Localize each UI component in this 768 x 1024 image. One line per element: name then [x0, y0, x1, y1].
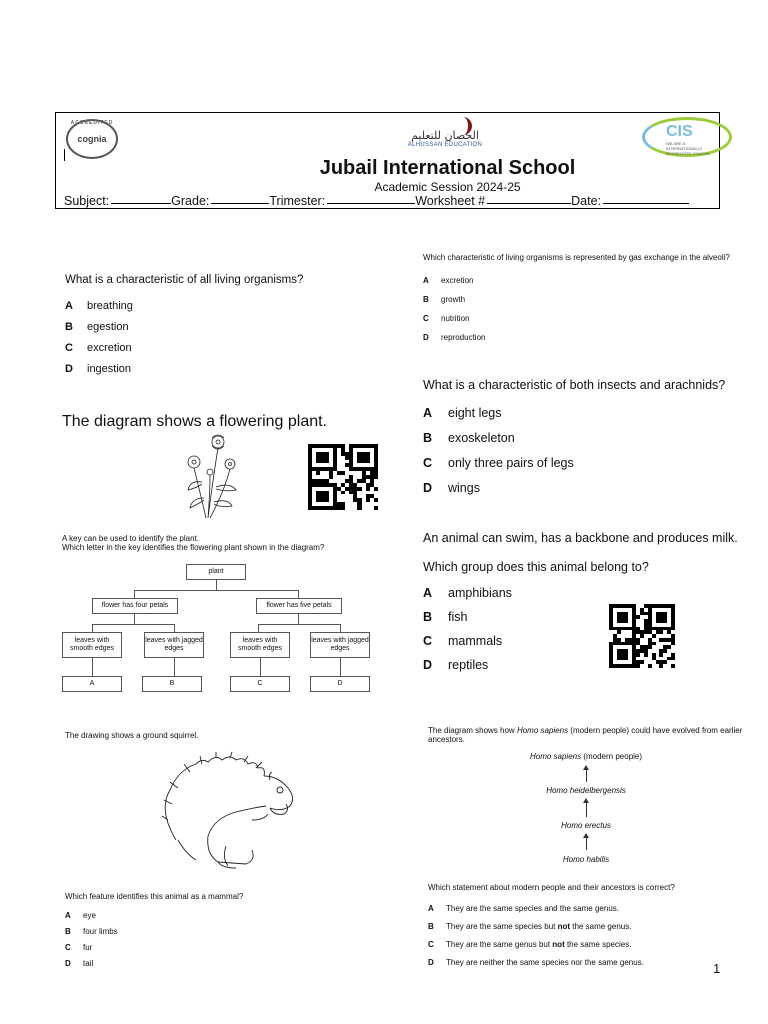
trimester-field[interactable]: [327, 194, 415, 204]
option-c[interactable]: C They are the same genus but not the same species.: [428, 940, 632, 949]
key-answer-c[interactable]: C: [230, 676, 290, 692]
option-b[interactable]: B They are the same species but not the same genus.: [428, 922, 632, 931]
question-stem-2: Which group does this animal belong to?: [423, 560, 649, 574]
trimester-label: Trimester:: [269, 194, 326, 208]
evo-homo-sapiens: Homo sapiens (modern people): [529, 752, 643, 761]
option-a[interactable]: A eye: [65, 911, 96, 920]
option-b[interactable]: B growth: [423, 295, 466, 304]
question-7-intro: The diagram shows how Homo sapiens (modern people) could have evolved from earlier ancestors.: [428, 726, 743, 744]
option-b[interactable]: B egestion: [65, 321, 129, 333]
school-name: Jubail International School: [319, 157, 576, 179]
option-b[interactable]: B four limbs: [65, 927, 118, 936]
flowering-plant-drawing: [180, 432, 250, 522]
option-c[interactable]: C fur: [65, 943, 93, 952]
option-d[interactable]: D reproduction: [423, 333, 486, 342]
option-a[interactable]: A breathing: [65, 300, 133, 312]
option-d[interactable]: D reptiles: [423, 658, 489, 672]
page-number: 1: [713, 961, 721, 976]
option-d[interactable]: D wings: [423, 481, 480, 495]
date-label: Date:: [571, 194, 602, 208]
key-root: plant: [186, 564, 246, 580]
key-jagged-1: leaves with jagged edges: [144, 632, 204, 658]
option-c[interactable]: C mammals: [423, 634, 503, 648]
option-d[interactable]: D ingestion: [65, 363, 132, 375]
key-answer-d[interactable]: D: [310, 676, 370, 692]
question-stem-1: An animal can swim, has a backbone and produces milk.: [423, 531, 738, 545]
question-5: [423, 531, 763, 682]
option-b[interactable]: B exoskeleton: [423, 431, 515, 445]
option-b[interactable]: B fish: [423, 610, 468, 624]
key-smooth-1: leaves with smooth edges: [62, 632, 122, 658]
subject-field[interactable]: [111, 194, 171, 204]
question-stem: What is a characteristic of both insects and arachnids?: [423, 378, 726, 392]
date-field[interactable]: [603, 194, 689, 204]
key-four-petals: flower has four petals: [92, 598, 178, 614]
option-c[interactable]: C only three pairs of legs: [423, 456, 574, 470]
question-1: [65, 274, 385, 384]
evo-homo-erectus: Homo erectus: [561, 821, 611, 830]
grade-label: Grade:: [171, 194, 210, 208]
key-five-petals: flower has five petals: [256, 598, 342, 614]
question-stem: Which statement about modern people and their ancestors is correct?: [428, 883, 675, 892]
option-c[interactable]: C nutrition: [423, 314, 470, 323]
option-a[interactable]: A eight legs: [423, 406, 502, 420]
qr-code-2[interactable]: [609, 604, 675, 668]
key-smooth-2: leaves with smooth edges: [230, 632, 290, 658]
key-answer-a[interactable]: A: [62, 676, 122, 692]
option-d[interactable]: D They are neither the same species nor the same genus.: [428, 958, 644, 967]
question-3-stem: A key can be used to identify the plant. Which letter in the key identifies the flowering plant shown in the diagram?: [62, 534, 325, 552]
worksheet-field[interactable]: [487, 194, 571, 204]
key-jagged-2: leaves with jagged edges: [310, 632, 370, 658]
evo-homo-heidelbergensis: Homo heidelbergensis: [546, 786, 626, 795]
worksheet-label: Worksheet #: [415, 194, 486, 208]
question-2: [423, 253, 763, 352]
worksheet-header: [55, 112, 720, 209]
question-stem: What is a characteristic of all living organisms?: [65, 274, 304, 286]
question-4: [423, 378, 763, 506]
question-3-intro: The diagram shows a flowering plant.: [62, 413, 328, 430]
option-d[interactable]: D tail: [65, 959, 94, 968]
qr-code-1[interactable]: [308, 444, 378, 510]
grade-field[interactable]: [211, 194, 269, 204]
cis-logo: CIS WE ARE A INTERNATIONALLY ACCREDITED SCHOOL: [642, 117, 732, 157]
subject-label: Subject:: [64, 194, 110, 208]
header-fields: [64, 194, 715, 208]
cognia-logo: ACCREDITED cognia: [66, 119, 118, 159]
question-6-intro: The drawing shows a ground squirrel.: [65, 731, 199, 740]
option-a[interactable]: A amphibians: [423, 586, 512, 600]
ground-squirrel-drawing: [156, 750, 306, 875]
alhussan-logo: الحصان للتعليم ALHUSSAN EDUCATION: [400, 117, 490, 153]
question-stem: Which feature identifies this animal as a mammal?: [65, 892, 244, 901]
option-a[interactable]: A excretion: [423, 276, 474, 285]
option-a[interactable]: A They are the same species and the same genus.: [428, 904, 619, 913]
question-6: [65, 892, 365, 975]
key-answer-b[interactable]: B: [142, 676, 202, 692]
option-c[interactable]: C excretion: [65, 342, 132, 354]
question-stem: Which characteristic of living organisms is represented by gas exchange in the alveoli?: [423, 253, 730, 262]
evo-homo-habilis: Homo habilis: [562, 855, 610, 864]
academic-session: Academic Session 2024-25: [374, 180, 521, 194]
